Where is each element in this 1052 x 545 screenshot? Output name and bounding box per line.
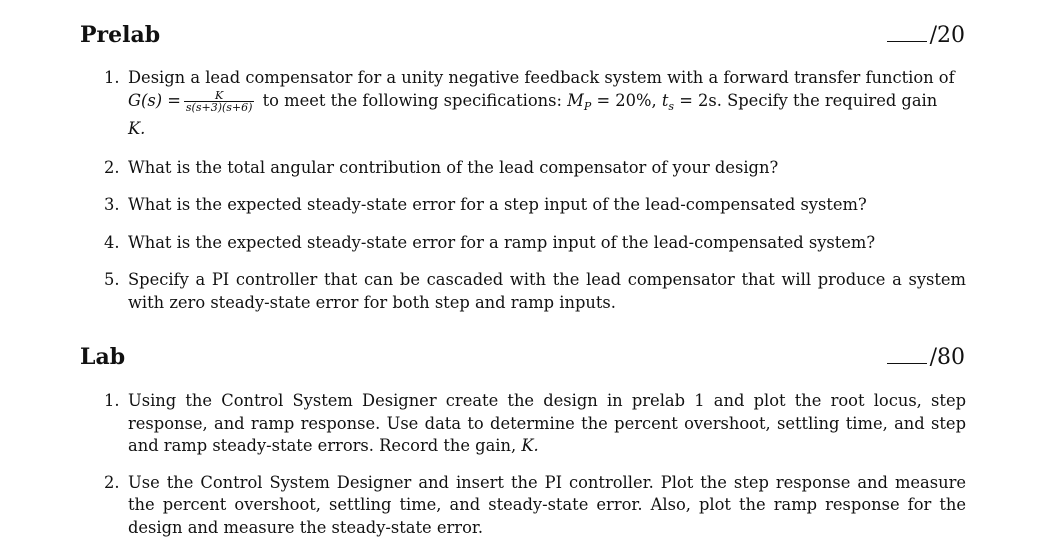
overshoot-subscript: P — [583, 99, 592, 113]
lab-score — [887, 345, 965, 370]
prelab-list — [104, 67, 966, 314]
item-text: What is the expected steady-state error for a ramp input of the lead-compensated system? — [128, 232, 876, 252]
item-number: 2. — [104, 157, 120, 177]
item-text: What is the expected steady-state error for a step input of the lead-compensated system? — [128, 195, 867, 215]
score-blank — [887, 362, 927, 364]
item-text: Use the Control System Designer and insert the PI controller. Plot the step response and measure the percent overshoot, settling time, and steady-state error. Also, plot the ramp response for the design and measure the steady-state error. — [128, 472, 966, 537]
settling-time-subscript: s — [668, 99, 675, 113]
item-text — [128, 390, 966, 458]
list-item — [104, 67, 966, 141]
transfer-function-fraction — [184, 90, 255, 113]
item-text: Specify a PI controller that can be cascaded with the lead compensator that will produce a system with zero steady-state error for both step and ramp inputs. — [128, 270, 966, 312]
item-text-part: Specify the required gain — [727, 90, 938, 110]
item-number: 5. — [104, 270, 120, 290]
item-text: What is the total angular contribution of the lead compensator of your design? — [128, 157, 779, 177]
lab-score-value: /80 — [929, 345, 965, 370]
overshoot-value: = 20%, — [596, 90, 657, 110]
gain-symbol: K. — [521, 436, 539, 455]
prelab-score-value: /20 — [929, 23, 965, 48]
item-number: 1. — [104, 68, 120, 87]
list-item — [104, 269, 966, 314]
item-number: 4. — [104, 232, 120, 252]
prelab-score — [887, 23, 965, 48]
gain-symbol: K. — [128, 119, 146, 139]
item-number: 1. — [104, 391, 120, 410]
item-number: 3. — [104, 195, 120, 215]
fraction-numerator: K — [215, 88, 224, 102]
list-item — [104, 194, 966, 217]
lab-header — [80, 344, 965, 370]
settling-time-value: = 2s. — [679, 90, 722, 110]
list-item — [104, 472, 966, 540]
settling-time-symbol: t — [661, 90, 669, 110]
item-text — [128, 67, 966, 141]
overshoot-symbol: M — [567, 90, 584, 110]
prelab-title: Prelab — [80, 22, 161, 48]
fraction-denominator: s(s+3)(s+6) — [185, 100, 253, 114]
list-item — [104, 390, 966, 458]
item-text-part: to meet the following specifications: — [262, 90, 562, 110]
item-text-part: Design a lead compensator for a unity negative feedback system with a forward transfer function of — [128, 68, 955, 87]
list-item — [104, 232, 966, 255]
prelab-header — [80, 22, 965, 48]
item-text-part: Using the Control System Designer create the design in prelab 1 and plot the root locus, step response, and ramp response. Use data to determine the percent overshoot, settling time, and step and ramp steady-state errors. Record the gain, — [128, 391, 966, 455]
item-number: 2. — [104, 472, 120, 492]
transfer-function-lhs: G(s) = — [128, 90, 181, 110]
lab-list — [104, 390, 966, 539]
list-item — [104, 157, 966, 180]
lab-title: Lab — [80, 344, 126, 370]
score-blank — [887, 40, 927, 42]
